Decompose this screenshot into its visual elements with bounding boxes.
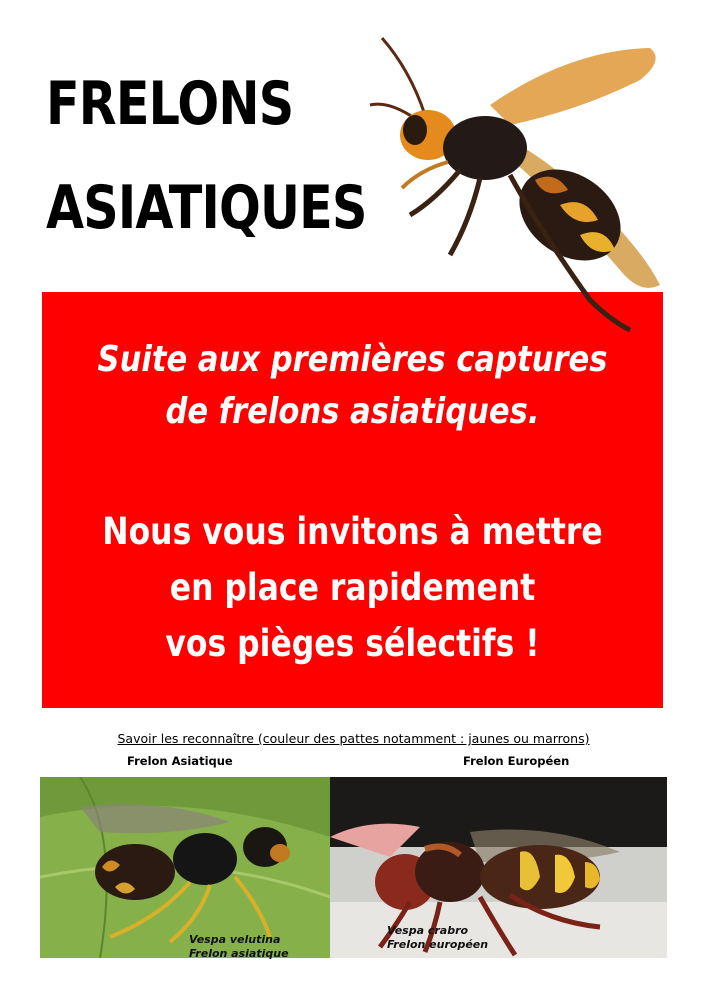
notice-invite-line1: Nous vous invitons à mettre (102, 510, 603, 553)
european-hornet-photo (330, 777, 667, 958)
notice-intro-line2: de frelons asiatiques. (165, 391, 540, 432)
notice-invite-line3: vos pièges sélectifs ! (165, 622, 540, 665)
notice-invite (89, 504, 617, 672)
asian-hornet-photo (40, 777, 330, 958)
asian-hornet-label: Frelon Asiatique (127, 754, 233, 768)
asian-hornet-photo-caption-line1: Vespa velutina (189, 933, 281, 946)
asian-hornet-photo-caption (189, 933, 289, 961)
asian-hornet-image (340, 30, 685, 340)
european-hornet-photo-caption (387, 924, 488, 952)
notice-box (42, 292, 663, 708)
notice-invite-line2: en place rapidement (169, 566, 536, 609)
european-hornet-label: Frelon Européen (463, 754, 570, 768)
notice-intro-line1: Suite aux premières captures (97, 339, 608, 380)
identification-caption: Savoir les reconnaître (couleur des pattes notamment : jaunes ou marrons) (117, 731, 590, 746)
european-hornet-photo-caption-line1: Vespa crabro (387, 924, 469, 937)
poster-title (46, 52, 367, 260)
poster-title-line2: ASIATIQUES (46, 173, 367, 243)
asian-hornet-photo-caption-line2: Frelon asiatique (189, 947, 289, 960)
european-hornet-photo-caption-line2: Frelon européen (387, 938, 489, 951)
poster-title-line1: FRELONS (46, 69, 294, 139)
notice-intro (89, 334, 617, 438)
